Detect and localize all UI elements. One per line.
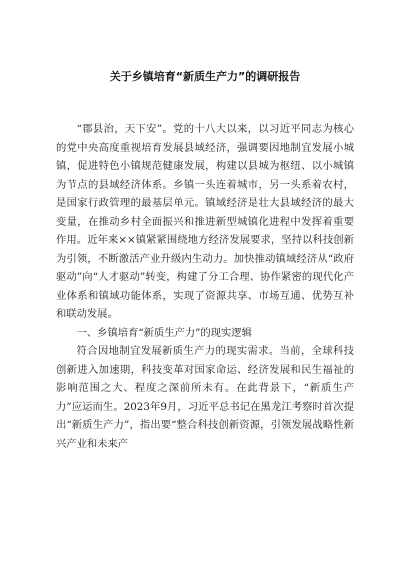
document-body xyxy=(56,120,354,453)
section-heading: 一、乡镇培育“新质生产力”的现实逻辑 xyxy=(76,326,252,339)
intro-paragraph: “郡县治，天下安”。党的十八大以来，以习近平同志为核心的党中央高度重视培育发展县域经济，强调要因地制宜发展小城镇，促进特色小镇规范健康发展，构建以县城为枢纽、以小城镇为节点的县域经济体系。乡镇一头连着城市，另一头系着农村，是国家行政管理的最基层单元。镇域经济是壮大县域经济的最大变量，在推动乡村全面振兴和推进新型城镇化进程中发挥着重要作用。近年来××镇紧紧围绕地方经济发展要求，坚持以科技创新为引领，不断激活产业升级内生动力。加快推动镇域经济从“政府驱动”向“人才驱动”转变，构建了分工合理、协作紧密的现代化产业体系和镇域功能体系，实现了资源共享、市场互通、优势互补和联动发展。 xyxy=(56,123,354,320)
document-title: 关于乡镇培育“新质生产力”的调研报告 xyxy=(109,70,301,83)
section-paragraph: 符合因地制宜发展新质生产力的现实需求。当前，全球科技创新进入加速期，科技变革对国家命运、经济发展和民生福祉的影响范围之大、程度之深前所未有。在此背景下，“新质生产力”应运而生。2023年9月，习近平总书记在黑龙江考察时首次提出“新质生产力”，指出要“整合科技创新资源，引领发展战略性新兴产业和未来产 xyxy=(56,345,354,450)
